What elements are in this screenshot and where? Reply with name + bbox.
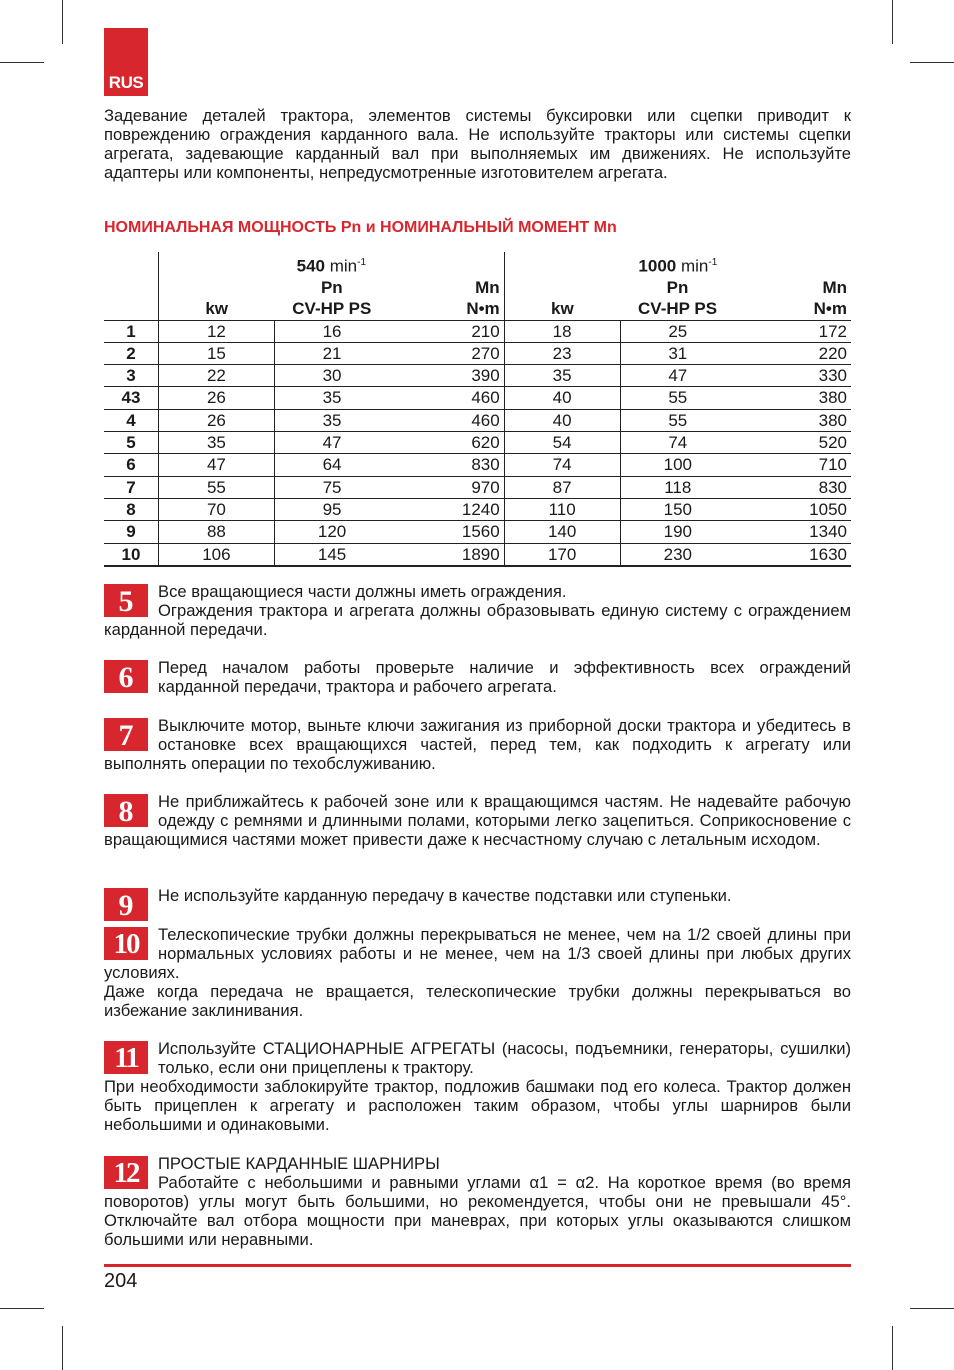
table-cell: 106 [158, 543, 274, 566]
table-cell: 16 [274, 320, 389, 342]
table-cell: 170 [504, 543, 620, 566]
table-row [104, 498, 851, 520]
table-cell: 150 [620, 498, 735, 520]
crop-mark [910, 62, 954, 63]
table-row [104, 409, 851, 431]
crop-mark [62, 1326, 63, 1370]
table-cell: 110 [504, 498, 620, 520]
table-cell: 230 [620, 543, 735, 566]
language-badge [104, 28, 148, 96]
item-9 [104, 886, 851, 921]
table-cell: 270 [389, 342, 504, 364]
row-label: 4 [104, 409, 158, 431]
page-number: 204 [104, 1270, 138, 1292]
item-text: Все вращающиеся части должны иметь ограждения. [158, 582, 567, 601]
header-nm: N•m [466, 299, 500, 319]
speed-540-header: 540 $\min^{-1}$ [158, 252, 504, 277]
crop-mark [62, 0, 63, 44]
item-text: Ограждения трактора и агрегата должны образовывать единую систему с ограждением карданной передачи. [104, 601, 851, 639]
item-6 [104, 658, 851, 696]
row-label: 6 [104, 454, 158, 476]
crop-mark [0, 1308, 44, 1309]
table-cell: 172 [735, 320, 851, 342]
table-cell: 95 [274, 498, 389, 520]
table-cell: 54 [504, 432, 620, 454]
speed-1000-header: 1000 $\min^{-1}$ [504, 252, 851, 277]
item-text: Работайте с небольшими и равными углами α1 = α2. На короткое время (во время поворотов) углы могут быть большими, но рекомендуется, чтобы они не превышали 45°. Отключайте вал отбора мощности при маневрах, при которых углы оказываются слишком большими или неравными. [104, 1173, 851, 1249]
table-cell: 22 [158, 365, 274, 387]
table-cell: 1630 [735, 543, 851, 566]
item-text: Используйте СТАЦИОНАРНЫЕ АГРЕГАТЫ (насосы, подъемники, генераторы, сушилки) только, если они прицеплены к трактору. [158, 1039, 851, 1077]
table-cell: 55 [158, 476, 274, 498]
table-cell: 15 [158, 342, 274, 364]
item-number-badge: 8 [104, 794, 148, 827]
item-11 [104, 1039, 851, 1134]
table-cell: 330 [735, 365, 851, 387]
item-text: Выключите мотор, выньте ключи зажигания из приборной доски трактора и убедитесь в остановке всех вращающихся частей, перед тем, как подходить к агрегату или выполнять операции по техобслуживанию. [104, 716, 851, 773]
table-row [104, 521, 851, 543]
crop-mark [910, 1308, 954, 1309]
table-cell: 35 [504, 365, 620, 387]
item-12 [104, 1154, 851, 1249]
table-cell: 74 [504, 454, 620, 476]
table-cell: 380 [735, 409, 851, 431]
table-cell: 460 [389, 387, 504, 409]
table-row [104, 476, 851, 498]
table-cell: 23 [504, 342, 620, 364]
table-cell: 710 [735, 454, 851, 476]
table-cell: 620 [389, 432, 504, 454]
header-kw: kw [504, 298, 620, 320]
header-cv: CV-HP PS [638, 299, 718, 319]
table-cell: 1240 [389, 498, 504, 520]
table-row [104, 387, 851, 409]
row-label: 2 [104, 342, 158, 364]
table-cell: 1050 [735, 498, 851, 520]
table-cell: 30 [274, 365, 389, 387]
table-cell: 830 [735, 476, 851, 498]
table-cell: 35 [274, 387, 389, 409]
table-cell: 18 [504, 320, 620, 342]
table-cell: 87 [504, 476, 620, 498]
row-label: 9 [104, 521, 158, 543]
table-cell: 21 [274, 342, 389, 364]
item-text: Не используйте карданную передачу в качестве подставки или ступеньки. [158, 886, 732, 905]
table-cell: 35 [158, 432, 274, 454]
item-7 [104, 716, 851, 773]
item-text: Не приближайтесь к рабочей зоне или к вращающимся частям. Не надевайте рабочую одежду с ремнями и длинными полами, которыми легко зацепиться. Соприкосновение с вращающимися частями может привести даже к несчастному случаю с летальным исходом. [104, 792, 851, 849]
item-number-badge: 5 [104, 584, 148, 617]
table-cell: 47 [158, 454, 274, 476]
crop-mark [892, 0, 893, 44]
item-8 [104, 792, 851, 849]
table-cell: 12 [158, 320, 274, 342]
table-cell: 970 [389, 476, 504, 498]
item-5 [104, 582, 851, 639]
table-cell: 25 [620, 320, 735, 342]
table-row [104, 543, 851, 566]
table-cell: 26 [158, 409, 274, 431]
table-row [104, 342, 851, 364]
table-cell: 1340 [735, 521, 851, 543]
row-label: 5 [104, 432, 158, 454]
table-cell: 460 [389, 409, 504, 431]
item-text: Даже когда передача не вращается, телескопические трубки должны перекрываться во избежание заклинивания. [104, 982, 851, 1020]
table-cell: 390 [389, 365, 504, 387]
table-row [104, 432, 851, 454]
table-cell: 1560 [389, 521, 504, 543]
table-cell: 47 [620, 365, 735, 387]
crop-mark [892, 1326, 893, 1370]
row-label: 8 [104, 498, 158, 520]
row-label: 1 [104, 320, 158, 342]
table-cell: 40 [504, 387, 620, 409]
table-cell: 75 [274, 476, 389, 498]
table-cell: 70 [158, 498, 274, 520]
item-number-badge: 9 [104, 888, 148, 921]
table-cell: 88 [158, 521, 274, 543]
table-cell: 100 [620, 454, 735, 476]
table-cell: 220 [735, 342, 851, 364]
item-number-badge: 11 [104, 1041, 148, 1074]
table-cell: 31 [620, 342, 735, 364]
header-pn: Pn [666, 277, 689, 297]
table-row [104, 365, 851, 387]
table-cell: 120 [274, 521, 389, 543]
table-cell: 210 [389, 320, 504, 342]
table-cell: 74 [620, 432, 735, 454]
header-nm: N•m [813, 299, 847, 319]
header-kw: kw [158, 298, 274, 320]
table-cell: 520 [735, 432, 851, 454]
table-cell: 140 [504, 521, 620, 543]
table-cell: 830 [389, 454, 504, 476]
header-mn: Mn [475, 277, 500, 297]
table-row [104, 454, 851, 476]
item-number-badge: 12 [104, 1156, 148, 1189]
table-cell: 35 [274, 409, 389, 431]
power-torque-table [104, 252, 851, 567]
header-pn: Pn [320, 277, 343, 297]
table-cell: 26 [158, 387, 274, 409]
row-label: 10 [104, 543, 158, 566]
row-label: 3 [104, 365, 158, 387]
crop-mark [0, 62, 44, 63]
header-cv: CV-HP PS [292, 299, 372, 319]
intro-paragraph: Задевание деталей трактора, элементов системы буксировки или сцепки приводит к повреждению ограждения карданного вала. Не используйте тракторы или системы сцепки агрегата, задевающие карданный вал при выполняемых им движениях. Не используйте адаптеры или компоненты, непредусмотренные изготовителем агрегата. [104, 106, 851, 182]
section-title: НОМИНАЛЬНАЯ МОЩНОСТЬ Pn и НОМИНАЛЬНЫЙ МОМЕНТ Mn [104, 219, 617, 236]
table-cell: 55 [620, 409, 735, 431]
table-row [104, 320, 851, 342]
item-text: При необходимости заблокируйте трактор, подложив башмаки под его колеса. Трактор должен быть прицеплен к агрегату и расположен таким образом, чтобы углы шарниров были небольшими и одинаковыми. [104, 1077, 851, 1134]
row-label: 43 [104, 387, 158, 409]
table-cell: 55 [620, 387, 735, 409]
language-code: RUS [108, 73, 144, 92]
item-text: ПРОСТЫЕ КАРДАННЫЕ ШАРНИРЫ [158, 1154, 440, 1173]
item-number-badge: 7 [104, 718, 148, 751]
item-number-badge: 10 [104, 927, 148, 960]
item-number-badge: 6 [104, 660, 148, 693]
item-text: Телескопические трубки должны перекрываться не менее, чем на 1/2 своей длины при нормальных условиях работы и не менее, чем на 1/3 своей длины при любых других условиях. [104, 925, 851, 982]
item-text: Перед началом работы проверьте наличие и эффективность всех ограждений карданной передачи, трактора и рабочего агрегата. [158, 658, 851, 696]
table-cell: 190 [620, 521, 735, 543]
table-cell: 64 [274, 454, 389, 476]
table-cell: 118 [620, 476, 735, 498]
item-10 [104, 925, 851, 1020]
table-cell: 380 [735, 387, 851, 409]
table-cell: 1890 [389, 543, 504, 566]
footer-rule [104, 1264, 851, 1267]
table-cell: 145 [274, 543, 389, 566]
header-mn: Mn [822, 277, 847, 297]
table-cell: 47 [274, 432, 389, 454]
table-cell: 40 [504, 409, 620, 431]
row-label: 7 [104, 476, 158, 498]
